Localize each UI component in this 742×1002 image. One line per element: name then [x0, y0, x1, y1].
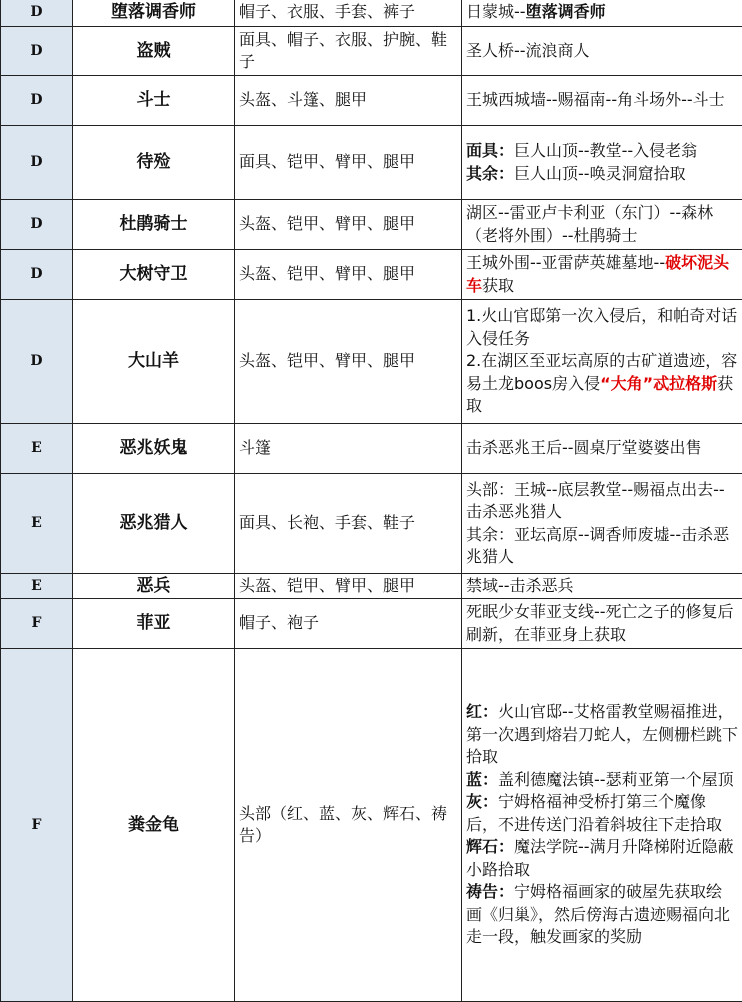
source-line [466, 350, 738, 418]
text-segment: 王城西城墙--赐福南--角斗场外--斗士 [466, 90, 725, 109]
table-row [1, 649, 742, 1002]
text-segment: 2.在湖区至亚坛高原的古矿道遗迹，容易土龙boos房入侵 [466, 351, 737, 393]
text-segment: 死眠少女菲亚支线--死亡之子的修复后刷新，在菲亚身上获取 [466, 602, 734, 644]
table-row [1, 0, 742, 27]
text-segment: 宁姆格福神受桥打第三个魔像后，不进传送门沿着斜坡往下走拾取 [466, 792, 722, 834]
highlight-text: “大角”忒拉格斯 [600, 374, 717, 393]
bold-label: 蓝： [466, 770, 498, 789]
armor-name-cell: 杜鹃骑士 [73, 200, 235, 250]
source-cell [462, 27, 742, 76]
source-line [466, 524, 738, 569]
source-cell [462, 0, 742, 27]
table-row [1, 574, 742, 599]
grade-cell: F [1, 599, 73, 649]
text-segment: 宁姆格福画家的破屋先获取绘画《归巢》，然后傍海古遗迹赐福向北走一段，触发画家的奖励 [466, 882, 730, 946]
armor-name-cell: 盗贼 [73, 27, 235, 76]
source-line [466, 163, 738, 186]
armor-name-cell: 菲亚 [73, 599, 235, 649]
text-segment: 击杀恶兆王后--圆桌厅堂婆婆出售 [466, 438, 702, 457]
grade-cell: D [1, 27, 73, 76]
source-cell [462, 76, 742, 126]
grade-cell: D [1, 0, 73, 27]
armor-name-cell: 大树守卫 [73, 250, 235, 300]
parts-cell: 头盔、铠甲、臂甲、腿甲 [235, 574, 462, 599]
bold-label: 辉石： [466, 837, 514, 856]
source-cell [462, 649, 742, 1002]
grade-cell: D [1, 76, 73, 126]
text-segment: 盖利德魔法镇--瑟莉亚第一个屋顶 [498, 770, 734, 789]
text-segment: 获取 [482, 276, 514, 295]
armor-name-cell: 恶兵 [73, 574, 235, 599]
source-cell [462, 200, 742, 250]
source-line [466, 769, 738, 792]
source-line [466, 305, 738, 350]
armor-name-cell: 粪金龟 [73, 649, 235, 1002]
table-row [1, 76, 742, 126]
text-segment: 火山官邸--艾格雷教堂赐福推进，第一次遇到熔岩刀蛇人，左侧栅栏跳下拾取 [466, 702, 738, 766]
grade-cell: D [1, 250, 73, 300]
source-cell [462, 574, 742, 599]
grade-cell: D [1, 126, 73, 200]
source-cell [462, 250, 742, 300]
source-cell [462, 599, 742, 649]
text-segment: 湖区--雷亚卢卡利亚（东门）--森林（老将外围）--杜鹃骑士 [466, 203, 713, 245]
source-line [466, 479, 738, 524]
source-cell [462, 300, 742, 424]
source-line [466, 836, 738, 881]
grade-cell: E [1, 574, 73, 599]
grade-cell: D [1, 300, 73, 424]
source-line [466, 701, 738, 769]
text-segment: 1.火山官邸第一次入侵后，和帕奇对话入侵任务 [466, 306, 737, 348]
table-row [1, 250, 742, 300]
source-line [466, 791, 738, 836]
text-segment: 巨人山顶--唤灵洞窟拾取 [514, 164, 686, 183]
grade-cell: E [1, 424, 73, 474]
bold-label: 祷告： [466, 882, 514, 901]
table-row [1, 300, 742, 424]
grade-cell: F [1, 649, 73, 1002]
text-segment: 头部：王城--底层教堂--赐福点出去--击杀恶兆猎人 [466, 480, 725, 522]
text-segment: 禁域--击杀恶兵 [466, 576, 574, 595]
source-cell [462, 474, 742, 574]
bold-label: 红： [466, 702, 498, 721]
bold-label: 其余： [466, 164, 514, 183]
parts-cell: 面具、长袍、手套、鞋子 [235, 474, 462, 574]
table-row [1, 424, 742, 474]
parts-cell: 头盔、斗篷、腿甲 [235, 76, 462, 126]
parts-cell: 头盔、铠甲、臂甲、腿甲 [235, 250, 462, 300]
grade-cell: E [1, 474, 73, 574]
armor-name-cell: 斗士 [73, 76, 235, 126]
table-row [1, 599, 742, 649]
text-segment: 巨人山顶--教堂--入侵老翁 [514, 141, 697, 160]
armor-name-cell: 堕落调香师 [73, 0, 235, 27]
armor-name-cell: 大山羊 [73, 300, 235, 424]
armor-table-body [1, 0, 742, 1002]
table-row [1, 474, 742, 574]
bold-label: 面具： [466, 141, 514, 160]
source-line [466, 881, 738, 949]
parts-cell: 帽子、袍子 [235, 599, 462, 649]
table-row [1, 200, 742, 250]
parts-cell: 斗篷 [235, 424, 462, 474]
parts-cell: 头部（红、蓝、灰、辉石、祷告） [235, 649, 462, 1002]
table-row [1, 27, 742, 76]
text-segment: 其余：亚坛高原--调香师废墟--击杀恶兆猎人 [466, 525, 729, 567]
parts-cell: 面具、帽子、衣服、护腕、鞋子 [235, 27, 462, 76]
armor-name-cell: 待殓 [73, 126, 235, 200]
parts-cell: 帽子、衣服、手套、裤子 [235, 0, 462, 27]
armor-name-cell: 恶兆妖鬼 [73, 424, 235, 474]
text-segment: 王城外围--亚雷萨英雄墓地-- [466, 253, 665, 272]
source-cell [462, 424, 742, 474]
text-segment: 魔法学院--满月升降梯附近隐蔽小路拾取 [466, 837, 734, 879]
highlight-text: 破坏泥头车 [466, 253, 729, 295]
table-row [1, 126, 742, 200]
armor-name-cell: 恶兆猎人 [73, 474, 235, 574]
source-cell [462, 126, 742, 200]
grade-cell: D [1, 200, 73, 250]
text-segment: 获取 [466, 374, 733, 416]
parts-cell: 头盔、铠甲、臂甲、腿甲 [235, 300, 462, 424]
text-segment: 日蒙城-- [466, 2, 526, 21]
source-line [466, 140, 738, 163]
parts-cell: 面具、铠甲、臂甲、腿甲 [235, 126, 462, 200]
text-segment: 圣人桥--流浪商人 [466, 41, 590, 60]
bold-label: 堕落调香师 [526, 2, 606, 21]
parts-cell: 头盔、铠甲、臂甲、腿甲 [235, 200, 462, 250]
bold-label: 灰： [466, 792, 498, 811]
